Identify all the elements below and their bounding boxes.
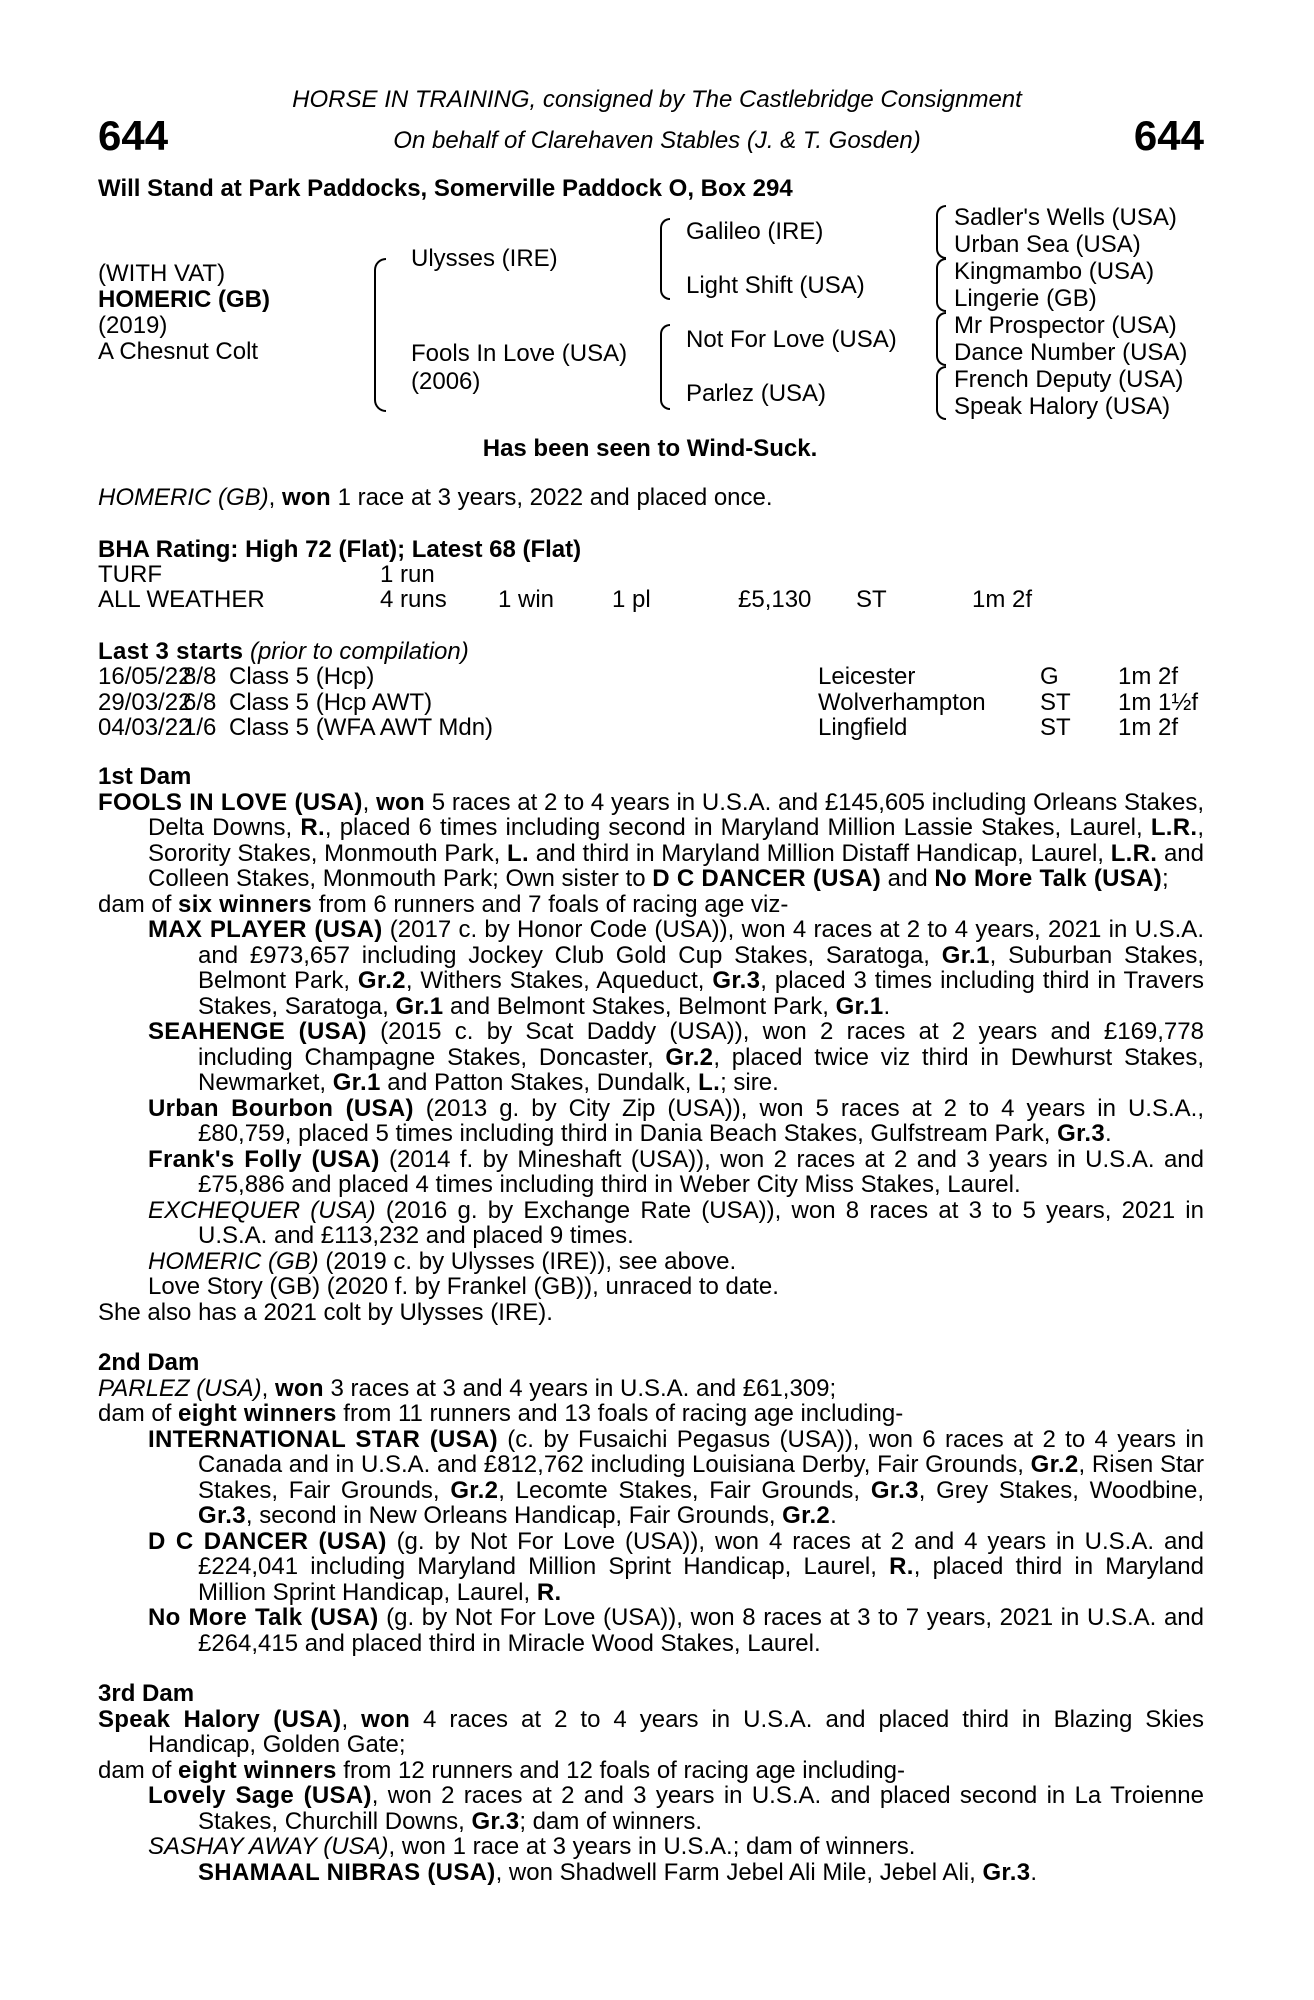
start-race: Class 5 (WFA AWT Mdn) bbox=[229, 714, 494, 741]
start-pos: 1/6 bbox=[183, 714, 217, 741]
text-run: Gr.2 bbox=[450, 1476, 499, 1504]
text-run: L. bbox=[698, 1069, 721, 1096]
pedigree-brace-dd bbox=[936, 366, 946, 420]
pedigree-brace-sire bbox=[660, 218, 670, 300]
start-dist: 1m 2f bbox=[1118, 714, 1179, 741]
vendor-line: On behalf of Clarehaven Stables (J. & T. Gosden) bbox=[393, 127, 921, 154]
pedigree-sdd: Lingerie (GB) bbox=[954, 285, 1097, 312]
text-run: SHAMAAL NIBRAS (USA) bbox=[198, 1858, 496, 1886]
text-run: , bbox=[261, 1374, 275, 1402]
text-run: Gr.3 bbox=[982, 1858, 1031, 1886]
text-run: (g. by Not For Love (USA)), won 4 races at 2 and 4 years in U.S.A. and £224,041 including Maryland Million Sprint Handicap, Laurel, bbox=[198, 1527, 1204, 1580]
text-run: PARLEZ (USA) bbox=[98, 1374, 262, 1402]
text-run: and bbox=[881, 865, 935, 892]
text-run: Gr.1 bbox=[941, 941, 990, 969]
text-run: , won 1 race at 3 years in U.S.A.; dam of winners. bbox=[388, 1833, 916, 1860]
produce-entry bbox=[98, 1249, 1204, 1275]
dam2-title: 2nd Dam bbox=[98, 1349, 200, 1376]
text-run: Love Story (GB) (2020 f. by Frankel (GB)), unraced to date. bbox=[148, 1273, 779, 1300]
text-run: Frank's Folly (USA) bbox=[148, 1145, 380, 1173]
produce-entry bbox=[98, 917, 1204, 1019]
text-run: R. bbox=[300, 814, 325, 841]
turf-label: TURF bbox=[98, 561, 162, 588]
text-run: and Belmont Stakes, Belmont Park, bbox=[443, 992, 836, 1020]
text-run: (2013 g. by City Zip (USA)), won 5 races at 2 to 4 years in U.S.A., £80,759, placed 5 times including third in Dania Beach Stakes, Gulfstream Park, bbox=[198, 1094, 1204, 1147]
text-run: and Colleen Stakes, Monmouth Park; Own sister to bbox=[148, 839, 1204, 892]
text-run: INTERNATIONAL STAR (USA) bbox=[148, 1425, 498, 1453]
start-going: ST bbox=[1040, 714, 1071, 741]
dam2-dam-of bbox=[98, 1401, 1204, 1427]
pedigree-dam-year: (2006) bbox=[411, 368, 481, 395]
start-race: Class 5 (Hcp AWT) bbox=[229, 688, 433, 716]
stand-location: Will Stand at Park Paddocks, Somerville Paddock O, Box 294 bbox=[98, 175, 793, 202]
produce-entry bbox=[98, 1529, 1204, 1606]
dam3-dam-of bbox=[98, 1758, 1204, 1784]
produce-entry bbox=[98, 1274, 1204, 1300]
text-run: 5 races at 2 to 4 years in U.S.A. and £145,605 including Orleans Stakes, Delta Downs, bbox=[148, 788, 1204, 841]
summary-rest: 1 race at 3 years, 2022 and placed once. bbox=[330, 484, 773, 511]
text-run: L.R. bbox=[1150, 814, 1198, 841]
aw-runs: 4 runs bbox=[380, 586, 447, 613]
text-run: Gr.1 bbox=[332, 1069, 381, 1096]
lot-number-left: 644 bbox=[98, 112, 169, 159]
text-run: , Lecomte Stakes, Fair Grounds, bbox=[498, 1476, 871, 1504]
last-starts-note: (prior to compilation) bbox=[249, 638, 469, 665]
text-run: eight winners bbox=[178, 1756, 337, 1784]
text-run: D C DANCER (USA) bbox=[148, 1527, 387, 1555]
produce-entry bbox=[98, 1834, 1204, 1860]
dam1-also: She also has a 2021 colt by Ulysses (IRE). bbox=[98, 1298, 553, 1326]
produce-entry bbox=[98, 1783, 1204, 1834]
produce-entry bbox=[98, 1096, 1204, 1147]
text-run: ; sire. bbox=[720, 1069, 779, 1096]
text-run: ; bbox=[1162, 865, 1169, 892]
start-going: ST bbox=[1040, 688, 1071, 716]
start-course: Leicester bbox=[818, 663, 916, 690]
start-pos: 8/8 bbox=[183, 663, 217, 690]
pedigree-ssd: Urban Sea (USA) bbox=[954, 231, 1141, 258]
text-run: (g. by Not For Love (USA)), won 8 races at 3 to 7 years, 2021 in U.S.A. and £264,415 and placed third in Miracle Wood Stakes, Laurel. bbox=[198, 1604, 1205, 1657]
text-run: Lovely Sage (USA) bbox=[148, 1782, 372, 1809]
pedigree-dsd: Dance Number (USA) bbox=[954, 339, 1188, 366]
text-run: eight winners bbox=[178, 1400, 337, 1427]
horse-name: HOMERIC (GB) bbox=[98, 286, 270, 313]
aw-distance: 1m 2f bbox=[972, 586, 1033, 613]
text-run: SASHAY AWAY (USA) bbox=[148, 1833, 389, 1860]
dam1-produce-list bbox=[98, 917, 1204, 1300]
dam1-title: 1st Dam bbox=[98, 763, 192, 790]
text-run: Gr.2 bbox=[665, 1043, 714, 1071]
text-run: , Grey Stakes, Woodbine, bbox=[918, 1476, 1204, 1504]
text-run: L. bbox=[507, 839, 529, 867]
text-run: . bbox=[1105, 1120, 1112, 1147]
horse-year: (2019) bbox=[98, 312, 168, 339]
produce-entry bbox=[98, 1427, 1204, 1529]
wind-suck-notice: Has been seen to Wind-Suck. bbox=[482, 435, 818, 462]
pedigree-dam-sire: Not For Love (USA) bbox=[686, 326, 897, 353]
text-run: , Withers Stakes, Aqueduct, bbox=[405, 967, 713, 994]
text-run: Urban Bourbon (USA) bbox=[148, 1094, 414, 1122]
text-run: , placed twice viz third in Dewhurst Stakes, Newmarket, bbox=[198, 1043, 1204, 1096]
text-run: and third in Maryland Million Distaff Handicap, Laurel, bbox=[528, 839, 1111, 867]
text-run: , won Shadwell Farm Jebel Ali Mile, Jebel Ali, bbox=[495, 1858, 983, 1886]
text-run: , Sorority Stakes, Monmouth Park, bbox=[148, 814, 1205, 867]
consignor-line: HORSE IN TRAINING, consigned by The Castlebridge Consignment bbox=[292, 86, 1022, 113]
start-race: Class 5 (Hcp) bbox=[229, 663, 375, 690]
aw-label: ALL WEATHER bbox=[98, 586, 265, 613]
text-run: , bbox=[341, 1705, 362, 1733]
produce-entry bbox=[98, 1605, 1204, 1656]
text-run: L.R. bbox=[1110, 839, 1158, 867]
text-run: R. bbox=[889, 1553, 914, 1580]
text-run: Gr.3 bbox=[712, 967, 761, 994]
produce-entry bbox=[98, 1147, 1204, 1198]
text-run: , Risen Star Stakes, Fair Grounds, bbox=[198, 1451, 1204, 1504]
aw-wins: 1 win bbox=[498, 586, 555, 613]
text-run: Gr.2 bbox=[357, 967, 406, 994]
text-run: (2016 g. by Exchange Rate (USA)), won 8 races at 3 to 5 years, 2021 in U.S.A. and £113,232 and placed 9 times. bbox=[198, 1196, 1204, 1249]
pedigree-brace-ss bbox=[936, 205, 946, 259]
last-starts-heading bbox=[98, 638, 469, 666]
text-run: (2017 c. by Honor Code (USA)), won 4 races at 2 to 4 years, 2021 in U.S.A. and £973,657 including Jockey Club Gold Cup Stakes, Saratoga, bbox=[198, 916, 1204, 969]
dam-sections bbox=[98, 764, 1204, 1885]
text-run: from 11 runners and 13 foals of racing age including- bbox=[336, 1400, 904, 1427]
text-run: (2019 c. by Ulysses (IRE)), see above. bbox=[318, 1247, 737, 1275]
text-run: Gr.3 bbox=[198, 1502, 246, 1529]
text-run: , placed 3 times including third in Travers Stakes, Saratoga, bbox=[198, 967, 1204, 1020]
lot-number-right: 644 bbox=[1133, 112, 1204, 159]
pedigree-sire: Ulysses (IRE) bbox=[411, 245, 558, 272]
pedigree-brace-ds bbox=[936, 312, 946, 366]
text-run: . bbox=[830, 1502, 837, 1529]
text-run: won bbox=[376, 788, 425, 816]
text-run: D C DANCER (USA) bbox=[652, 865, 882, 892]
text-run: ; dam of winners. bbox=[519, 1807, 703, 1835]
text-run: Gr.3 bbox=[1057, 1120, 1106, 1147]
start-dist: 1m 1½f bbox=[1118, 688, 1199, 716]
start-date: 16/05/22 bbox=[98, 663, 192, 690]
pedigree-brace-dam bbox=[660, 324, 670, 410]
horse-description: A Chesnut Colt bbox=[98, 338, 259, 365]
produce-entry bbox=[98, 1198, 1204, 1249]
pedigree-dds: French Deputy (USA) bbox=[954, 366, 1184, 393]
text-run: (2014 f. by Mineshaft (USA)), won 2 races at 2 and 3 years in U.S.A. and £75,886 and placed 4 times including third in Weber City Miss Stakes, Laurel. bbox=[198, 1145, 1204, 1198]
produce-entry bbox=[98, 1019, 1204, 1096]
last-starts-title: Last 3 starts bbox=[98, 638, 244, 665]
text-run: Gr.1 bbox=[835, 992, 884, 1020]
pedigree-sds: Kingmambo (USA) bbox=[954, 258, 1155, 285]
start-course: Wolverhampton bbox=[818, 688, 986, 716]
text-run: Gr.3 bbox=[471, 1807, 520, 1835]
text-run: Gr.2 bbox=[782, 1502, 831, 1529]
text-run: , bbox=[362, 788, 377, 816]
text-run: Gr.1 bbox=[395, 992, 444, 1020]
dam1-main bbox=[98, 790, 1204, 892]
pedigree-dam-dam: Parlez (USA) bbox=[686, 380, 827, 407]
text-run: Gr.2 bbox=[1030, 1451, 1079, 1478]
dam1-dam-of bbox=[98, 892, 1204, 918]
text-run: (c. by Fusaichi Pegasus (USA)), won 6 races at 2 to 4 years in Canada and in U.S.A. and £812,762 including Louisiana Derby, Fair Grounds, bbox=[198, 1425, 1204, 1478]
text-run: from 6 runners and 7 foals of racing age viz- bbox=[312, 890, 789, 918]
text-run: 3 races at 3 and 4 years in U.S.A. and £61,309; bbox=[323, 1374, 837, 1402]
text-run: won bbox=[361, 1705, 411, 1733]
dam2-main bbox=[98, 1376, 1204, 1402]
start-going: G bbox=[1040, 663, 1059, 690]
text-run: dam of bbox=[98, 890, 179, 918]
pedigree-ddd: Speak Halory (USA) bbox=[954, 393, 1171, 420]
aw-going: ST bbox=[856, 586, 887, 613]
pedigree-sss: Sadler's Wells (USA) bbox=[954, 204, 1177, 231]
summary-won: won bbox=[282, 484, 331, 511]
bha-rating: BHA Rating: High 72 (Flat); Latest 68 (Flat) bbox=[98, 536, 582, 563]
text-run: , placed 6 times including second in Maryland Million Lassie Stakes, Laurel, bbox=[324, 814, 1151, 841]
race-summary: HOMERIC (GB), won 1 race at 3 years, 2022 and placed once. bbox=[98, 484, 773, 511]
text-run: HOMERIC (GB) bbox=[148, 1247, 319, 1275]
text-run: , Suburban Stakes, Belmont Park, bbox=[198, 941, 1204, 994]
text-run: and Patton Stakes, Dundalk, bbox=[380, 1069, 699, 1096]
text-run: . bbox=[883, 992, 891, 1020]
pedigree-sire-sire: Galileo (IRE) bbox=[686, 218, 824, 245]
text-run: Speak Halory (USA) bbox=[98, 1705, 342, 1733]
pedigree-sire-dam: Light Shift (USA) bbox=[686, 272, 865, 299]
start-date: 29/03/22 bbox=[98, 688, 192, 716]
text-run: MAX PLAYER (USA) bbox=[148, 916, 383, 943]
aw-prize-money: £5,130 bbox=[738, 586, 812, 613]
dam2-produce-list bbox=[98, 1427, 1204, 1657]
dam3-main bbox=[98, 1707, 1204, 1758]
summary-horse-name: HOMERIC (GB) bbox=[98, 484, 269, 511]
text-run: R. bbox=[536, 1578, 562, 1606]
text-run: dam of bbox=[98, 1400, 179, 1427]
vat-label: (WITH VAT) bbox=[98, 260, 226, 287]
text-run: , placed third in Maryland Million Sprint Handicap, Laurel, bbox=[198, 1553, 1205, 1606]
pedigree-brace-main bbox=[374, 258, 386, 412]
turf-runs: 1 run bbox=[380, 561, 435, 588]
text-run: dam of bbox=[98, 1756, 179, 1784]
text-run: No More Talk (USA) bbox=[148, 1604, 379, 1631]
text-run: from 12 runners and 12 foals of racing age including- bbox=[336, 1756, 905, 1784]
text-run: No More Talk (USA) bbox=[934, 865, 1163, 892]
dam3-grand-produce bbox=[98, 1860, 1204, 1886]
start-dist: 1m 2f bbox=[1118, 663, 1179, 690]
pedigree-brace-sd bbox=[936, 258, 946, 312]
text-run: six winners bbox=[178, 890, 313, 918]
text-run: won bbox=[274, 1374, 324, 1402]
text-run: , won 2 races at 2 and 3 years in U.S.A. and placed second in La Troienne Stakes, Churchill Downs, bbox=[198, 1782, 1204, 1835]
text-run: . bbox=[1030, 1858, 1038, 1886]
start-date: 04/03/22 bbox=[98, 714, 192, 741]
dam3-produce-list bbox=[98, 1783, 1204, 1860]
start-course: Lingfield bbox=[818, 714, 908, 741]
text-run: EXCHEQUER (USA) bbox=[148, 1196, 376, 1224]
text-run: FOOLS IN LOVE (USA) bbox=[98, 788, 363, 816]
text-run: Gr.3 bbox=[870, 1476, 919, 1504]
dam3-title: 3rd Dam bbox=[98, 1680, 195, 1707]
start-pos: 6/8 bbox=[183, 688, 217, 716]
text-run: , second in New Orleans Handicap, Fair Grounds, bbox=[245, 1502, 783, 1529]
pedigree-dam: Fools In Love (USA) bbox=[411, 340, 628, 367]
text-run: SEAHENGE (USA) bbox=[148, 1018, 367, 1045]
aw-placed: 1 pl bbox=[612, 586, 651, 613]
text-run: 4 races at 2 to 4 years in U.S.A. and placed third in Blazing Skies Handicap, Golden Gate; bbox=[148, 1705, 1204, 1758]
pedigree-dss: Mr Prospector (USA) bbox=[954, 312, 1177, 339]
text-run: (2015 c. by Scat Daddy (USA)), won 2 races at 2 years and £169,778 including Champagne Stakes, Doncaster, bbox=[198, 1018, 1204, 1071]
